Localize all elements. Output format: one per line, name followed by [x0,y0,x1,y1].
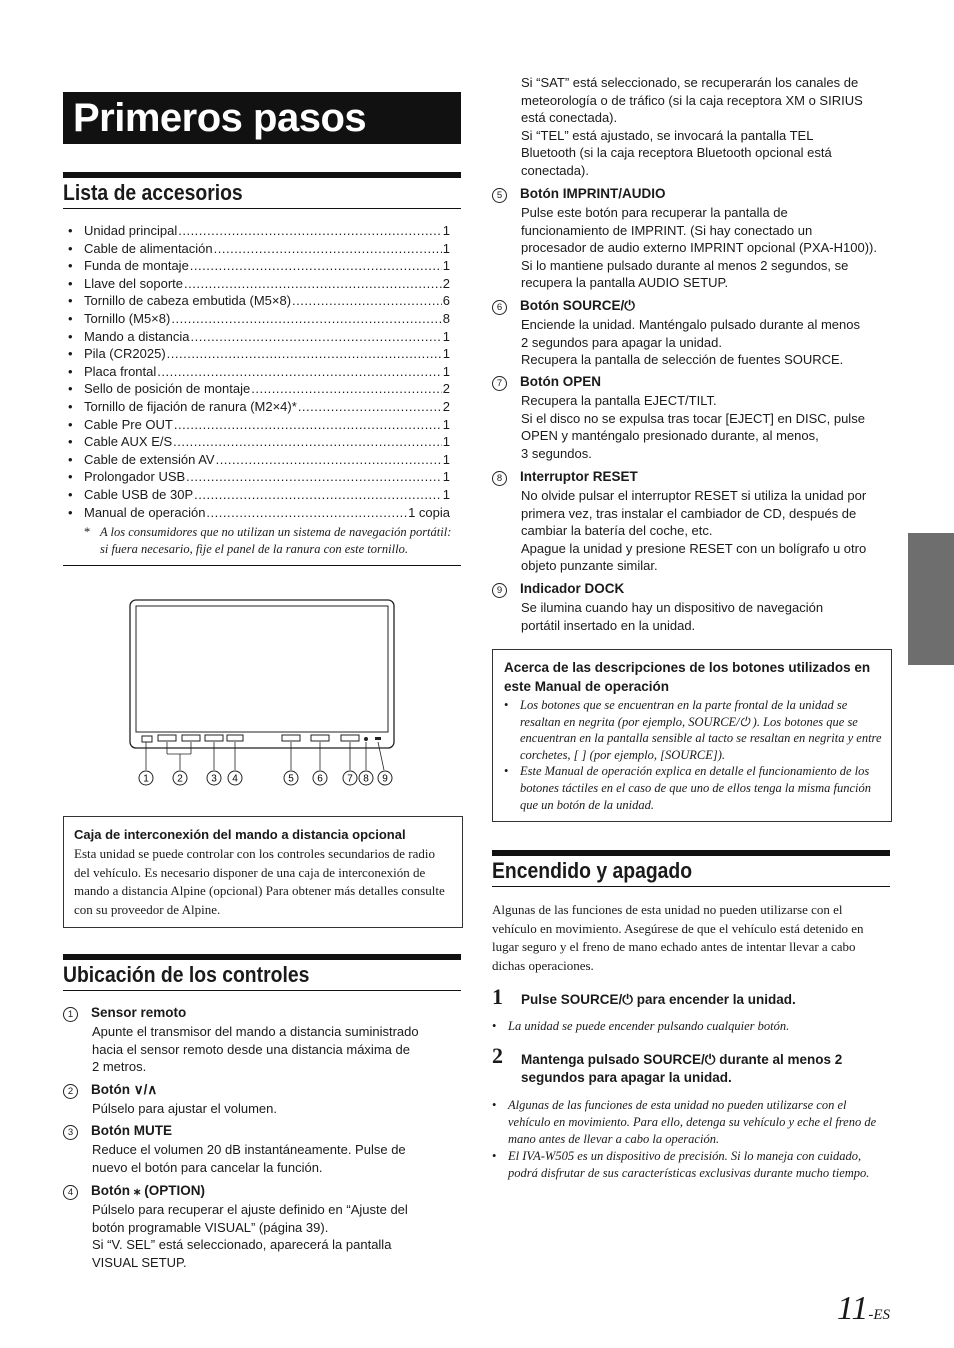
bullet: • [68,416,73,432]
callout-label: 1 [143,773,149,785]
description-line: meteorología o de tráfico (si la caja receptora XM o SIRIUS [521,92,863,108]
description-line: cambiar la batería del coche, etc. [521,523,713,539]
control-number: 9 [492,583,507,598]
control-name: Botón IMPRINT/AUDIO [520,186,666,201]
accessory-qty: 1 [442,486,450,502]
power-intro: Algunas de las funciones de esta unidad no pueden utilizarse con el vehículo en movimiento. Asegúrese de que el vehículo está detenido en lugar seguro y el freno de mano echado antes de intentar llevar a cabo dichas operaciones. [492,902,864,973]
description-line: Bluetooth (si la caja receptora Bluetooth opcional está [521,145,832,161]
page-title: Primeros pasos [63,92,461,144]
accessory-name: Unidad principal [84,223,178,238]
buttons-info-box [492,649,892,822]
bullet: • [68,240,73,256]
accessory-name: Placa frontal [84,363,157,379]
control-name: Sensor remoto [91,1005,187,1020]
leader-dots [174,416,442,434]
accessory-item [68,257,450,275]
accessory-qty: 1 [442,328,450,344]
control-description [92,1100,464,1118]
accessory-name: Llave del soporte [84,275,184,291]
callout-label: 5 [288,773,294,785]
control-title [63,1183,205,1200]
accessory-name: Prolongador USB [84,469,186,485]
callout-label: 6 [317,773,323,785]
remote-interconnect-box [63,816,463,928]
accessories-footnote: * A los consumidores que no utilizan un sistema de navegación portátil: si fuera necesario, fije el panel de la ranura con este tornillo. [84,525,452,556]
divider [63,565,461,566]
description-line: hacia el sensor remoto desde una distancia máxima de [92,1041,410,1057]
accessory-name: Tornillo de cabeza embutida (M5×8) [84,293,292,309]
control-description [521,392,893,462]
accessory-qty: 2 [442,381,450,397]
power-note: • El IVA-W505 es un dispositivo de precisión. Si lo maneja con cuidado, podrá disfrutar de sus características exclusivas durante mucho tiempo. [492,1148,890,1182]
callout-label: 2 [177,773,183,785]
control-title [492,374,601,391]
description-line: No olvide pulsar el interruptor RESET si utiliza la unidad por [521,488,867,503]
accessory-qty: 8 [442,310,450,326]
control-name: Interruptor RESET [520,469,638,484]
description-line: nuevo el botón para cancelar la función. [92,1159,323,1175]
control-name: Botón MUTE [91,1123,172,1138]
leader-dots [186,468,442,486]
accessory-item [68,363,450,381]
control-number: 2 [63,1084,78,1099]
accessory-qty: 1 [442,416,450,432]
power-notes [492,1097,890,1182]
control-description [521,599,893,634]
accessory-name: Funda de montaje [84,258,189,274]
callout-label: 8 [363,773,369,785]
description-line: objeto punzante similar. [521,558,658,574]
accessory-qty: 1 [442,346,450,362]
leader-dots [171,310,441,328]
control-title [492,298,635,315]
description-line: Púlselo para ajustar el volumen. [92,1101,277,1116]
bullet: • [68,346,73,362]
section-tab [908,533,954,665]
accessory-name: Mando a distancia [84,328,190,344]
accessory-item [68,504,450,522]
leader-dots [216,451,442,469]
leader-dots [173,433,442,451]
description-line: recupera la pantalla AUDIO SETUP. [521,275,729,291]
leader-dots [157,363,442,381]
leader-dots [206,504,407,522]
accessories-heading: Lista de accesorios [63,172,461,209]
accessory-item [68,433,450,451]
description-line: Reduce el volumen 20 dB instantáneamente. Pulse de [92,1142,406,1157]
control-title [63,1005,186,1022]
leader-dots [298,398,442,416]
step-2-number: 2 [492,1043,503,1068]
accessory-qty: 1 [442,258,450,274]
accessory-item [68,310,450,328]
control-description [521,204,893,292]
control-number: 7 [492,376,507,391]
control-4-continued [521,74,901,180]
control-title [63,1123,172,1140]
accessory-name: Tornillo (M5×8) [84,310,171,326]
control-name: Indicador DOCK [520,581,625,596]
accessory-item [68,222,450,240]
accessory-item [68,468,450,486]
control-title [492,581,624,598]
accessory-name: Cable Pre OUT [84,416,173,432]
description-line: 2 metros. [92,1059,147,1075]
description-line: Recupera la pantalla EJECT/TILT. [521,393,717,408]
description-line: Apunte el transmisor del mando a distancia suministrado [92,1024,419,1039]
control-name: Botón ⁎ (OPTION) [91,1183,205,1198]
control-name: Botón ∨/∧ [91,1082,158,1097]
accessory-item [68,380,450,398]
accessory-qty: 6 [442,293,450,309]
power-note-text: El IVA-W505 es un dispositivo de precisión. Si lo maneja con cuidado, podrá disfrutar de sus características exclusivas durante mucho tiempo. [508,1149,870,1180]
accessory-name: Manual de operación [84,504,206,520]
description-line: funcionamiento de IMPRINT. (Si hay conectado un [521,222,813,238]
accessory-qty: 1 [442,451,450,467]
accessories-list [68,222,450,521]
accessory-item [68,398,450,416]
power-note: • Algunas de las funciones de esta unidad no pueden utilizarse con el vehículo en movimiento. Para ello, detenga su vehículo y eche el freno de mano antes de llevar a cabo la operación. [492,1097,890,1148]
control-title [63,1082,157,1099]
remote-box-body: Esta unidad se puede controlar con los controles secundarios de radio del vehículo. Es necesario disponer de una caja de interconexión de mando a distancia Alpine (opcional) Para obtener más detalles consulte con su proveedor de Alpine. [74,846,445,917]
device-diagram [125,598,400,793]
control-description [92,1023,464,1076]
description-line: Si “V. SEL” está seleccionado, aparecerá la pantalla [92,1237,392,1253]
description-line: Se ilumina cuando hay un dispositivo de navegación [521,600,824,615]
step-1-note: • La unidad se puede encender pulsando cualquier botón. [492,1019,790,1033]
accessory-name: Cable de alimentación [84,240,213,256]
controls-heading: Ubicación de los controles [63,954,461,991]
description-line: Púlselo para recuperar el ajuste definido en “Ajuste del [92,1202,408,1217]
accessory-item [68,240,450,258]
control-title [492,186,665,203]
remote-box-title: Caja de interconexión del mando a distancia opcional [74,827,406,842]
bullet: • [68,275,73,291]
bullet: • [68,293,73,309]
description-line: VISUAL SETUP. [92,1254,187,1270]
bullet: • [68,486,73,502]
description-line: OPEN y manténgalo presionado durante, al menos, [521,428,819,444]
accessory-name: Tornillo de fijación de ranura (M2×4)* [84,398,297,414]
description-line: Si el disco no se expulsa tras tocar [EJECT] en DISC, pulse [521,410,865,426]
accessory-qty: 1 copia [408,504,450,520]
accessory-qty: 1 [442,469,450,485]
bullet: • [68,310,73,326]
leader-dots [190,257,442,275]
description-line: Enciende la unidad. Manténgalo pulsado durante al menos [521,317,860,332]
accessory-item [68,486,450,504]
accessory-name: Cable de extensión AV [84,451,215,467]
bullet: • [68,504,73,520]
step-1-text: Pulse SOURCE/⏻ para encender la unidad. [521,992,796,1007]
bullet: • [68,434,73,450]
control-number: 8 [492,471,507,486]
leader-dots [184,275,442,293]
description-line: está conectada). [521,110,618,126]
callout-label: 7 [347,773,353,785]
control-name: Botón SOURCE/⏻ [520,298,635,313]
bullet: • [68,451,73,467]
control-number: 4 [63,1185,78,1200]
control-number: 6 [492,300,507,315]
leader-dots [251,380,442,398]
control-name: Botón OPEN [520,374,601,389]
leader-dots [214,240,442,258]
bullet: • [68,398,73,414]
leader-dots [178,222,442,240]
accessory-item [68,451,450,469]
control-description [521,316,893,369]
control-description [92,1141,464,1176]
leader-dots [292,292,442,310]
description-line: portátil insertado en la unidad. [521,617,696,633]
info-bullet-text: Este Manual de operación explica en detalle el funcionamiento de los botones táctiles en el caso de que uno de ellos tenga la misma función que un botón de la unidad. [520,764,871,812]
power-heading: Encendido y apagado [492,850,890,887]
description-line: botón programable VISUAL” (página 39). [92,1219,329,1235]
callout-label: 3 [211,773,217,785]
control-number: 5 [492,188,507,203]
accessory-item [68,292,450,310]
description-line: Si “SAT” está seleccionado, se recuperarán los canales de [521,75,859,90]
description-line: Recupera la pantalla de selección de fuentes SOURCE. [521,352,844,368]
buttons-box-bullets [504,697,882,813]
bullet: • [68,381,73,397]
control-description [521,487,893,575]
description-line: conectada). [521,162,589,178]
control-number: 1 [63,1007,78,1022]
leader-dots [194,486,442,504]
bullet: • [68,469,73,485]
accessory-qty: 1 [442,223,450,238]
info-bullet: • Este Manual de operación explica en detalle el funcionamiento de los botones táctiles en el caso de que uno de ellos tenga la misma función que un botón de la unidad. [504,763,882,813]
callout-label: 4 [232,773,238,785]
leader-dots [191,328,442,346]
accessory-name: Sello de posición de montaje [84,381,251,397]
accessory-name: Cable AUX E/S [84,434,173,450]
description-line: primera vez, tras instalar el cambiador de CD, después de [521,505,857,521]
info-bullet: • Los botones que se encuentran en la parte frontal de la unidad se resaltan en negrita (por ejemplo, SOURCE/⏻ ). Los botones que se encuentran en la pantalla sensible al tacto se resaltan en negrita y entre corchetes, [ ] (por ejemplo, [SOURCE]). [504,698,882,762]
bullet: • [68,363,73,379]
description-line: 2 segundos para apagar la unidad. [521,334,722,350]
leader-dots [167,345,442,363]
description-line: Si lo mantiene pulsado durante al menos 2 segundos, se [521,257,849,273]
page-number: 11-ES [836,1290,890,1327]
info-bullet-text: Los botones que se encuentran en la parte frontal de la unidad se resaltan en negrita (por ejemplo, SOURCE/⏻ ). Los botones que se encuentran en la pantalla sensible al tacto se resaltan en negrita y entre corchetes, [ ] (por ejemplo, [SOURCE]). [520,698,882,762]
description-line: Apague la unidad y presione RESET con un bolígrafo u otro [521,540,867,556]
power-note-text: Algunas de las funciones de esta unidad no pueden utilizarse con el vehículo en movimiento. Para ello, detenga su vehículo y eche el freno de mano antes de llevar a cabo la operación. [508,1098,877,1146]
accessory-name: Cable USB de 30P [84,486,194,502]
control-number: 3 [63,1125,78,1140]
bullet: • [68,223,73,238]
accessory-qty: 2 [442,275,450,291]
bullet: • [68,258,73,274]
description-line: 3 segundos. [521,445,592,461]
accessory-qty: 1 [442,240,450,256]
accessory-item [68,345,450,363]
step-1-number: 1 [492,984,503,1009]
description-line: procesador de audio externo IMPRINT opcional (PXA-H100)). [521,240,877,256]
accessory-qty: 1 [442,363,450,379]
description-line: Si “TEL” está ajustado, se invocará la pantalla TEL [521,127,814,143]
control-description [92,1201,464,1271]
accessory-qty: 2 [442,398,450,414]
bullet: • [68,328,73,344]
accessory-item [68,275,450,293]
accessory-item [68,416,450,434]
description-line: Pulse este botón para recuperar la pantalla de [521,205,788,220]
callout-label: 9 [382,773,388,785]
accessory-qty: 1 [442,434,450,450]
buttons-box-title: Acerca de las descripciones de los botones utilizados en este Manual de operación [504,660,871,694]
accessory-name: Pila (CR2025) [84,346,166,362]
control-title [492,469,638,486]
step-2-text: Mantenga pulsado SOURCE/⏻ durante al menos 2 segundos para apagar la unidad. [521,1052,843,1085]
accessory-item [68,328,450,346]
